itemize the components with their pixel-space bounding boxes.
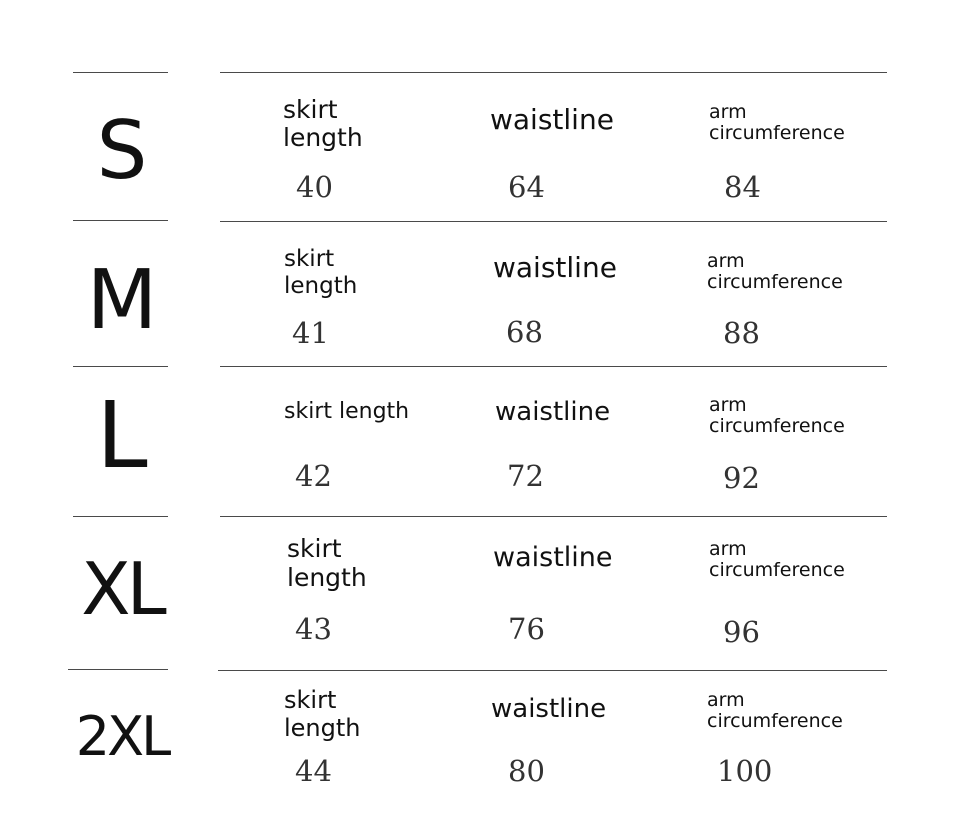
arm-circumference-value: 92 xyxy=(723,461,760,495)
arm-circumference-value: 96 xyxy=(723,615,760,649)
rule-right-2 xyxy=(220,366,887,367)
rule-right-4 xyxy=(218,670,887,671)
skirt-length-value: 42 xyxy=(295,459,332,493)
size-label: 2XL xyxy=(75,705,169,768)
waistline-value: 64 xyxy=(508,170,545,204)
skirt-length-label: skirt length xyxy=(284,246,358,299)
waistline-label: waistline xyxy=(490,103,614,136)
arm-circumference-value: 100 xyxy=(717,754,773,788)
waistline-value: 72 xyxy=(507,459,544,493)
skirt-length-value: 43 xyxy=(295,612,332,646)
rule-left-top xyxy=(73,72,168,73)
skirt-length-value: 40 xyxy=(296,170,333,204)
arm-circumference-label: arm circumference xyxy=(707,689,843,732)
skirt-length-label: skirt length xyxy=(283,95,363,152)
waistline-label: waistline xyxy=(493,251,617,284)
skirt-length-value: 41 xyxy=(292,316,329,350)
arm-circumference-label: arm circumference xyxy=(709,394,845,437)
waistline-label: waistline xyxy=(493,542,613,573)
waistline-value: 68 xyxy=(506,315,543,349)
rule-left-2 xyxy=(73,366,168,367)
waistline-label: waistline xyxy=(495,397,611,427)
skirt-length-label: skirt length xyxy=(287,534,367,592)
arm-circumference-label: arm circumference xyxy=(709,538,845,581)
skirt-length-label: skirt length xyxy=(284,399,410,424)
size-label: L xyxy=(96,382,148,489)
rule-right-3 xyxy=(220,516,887,517)
waistline-label: waistline xyxy=(491,694,607,724)
waistline-value: 76 xyxy=(508,612,545,646)
rule-right-top xyxy=(220,72,887,73)
rule-left-1 xyxy=(73,220,168,221)
arm-circumference-label: arm circumference xyxy=(709,101,845,144)
size-label: M xyxy=(86,253,158,348)
rule-right-1 xyxy=(220,221,887,222)
rule-left-4 xyxy=(68,669,168,670)
skirt-length-value: 44 xyxy=(295,754,332,788)
skirt-length-label: skirt length xyxy=(284,686,361,742)
arm-circumference-value: 88 xyxy=(723,316,760,350)
waistline-value: 80 xyxy=(508,754,545,788)
arm-circumference-value: 84 xyxy=(724,170,761,204)
rule-left-3 xyxy=(73,516,168,517)
arm-circumference-label: arm circumference xyxy=(707,250,843,293)
size-label: XL xyxy=(81,547,163,631)
size-label: S xyxy=(96,104,148,197)
